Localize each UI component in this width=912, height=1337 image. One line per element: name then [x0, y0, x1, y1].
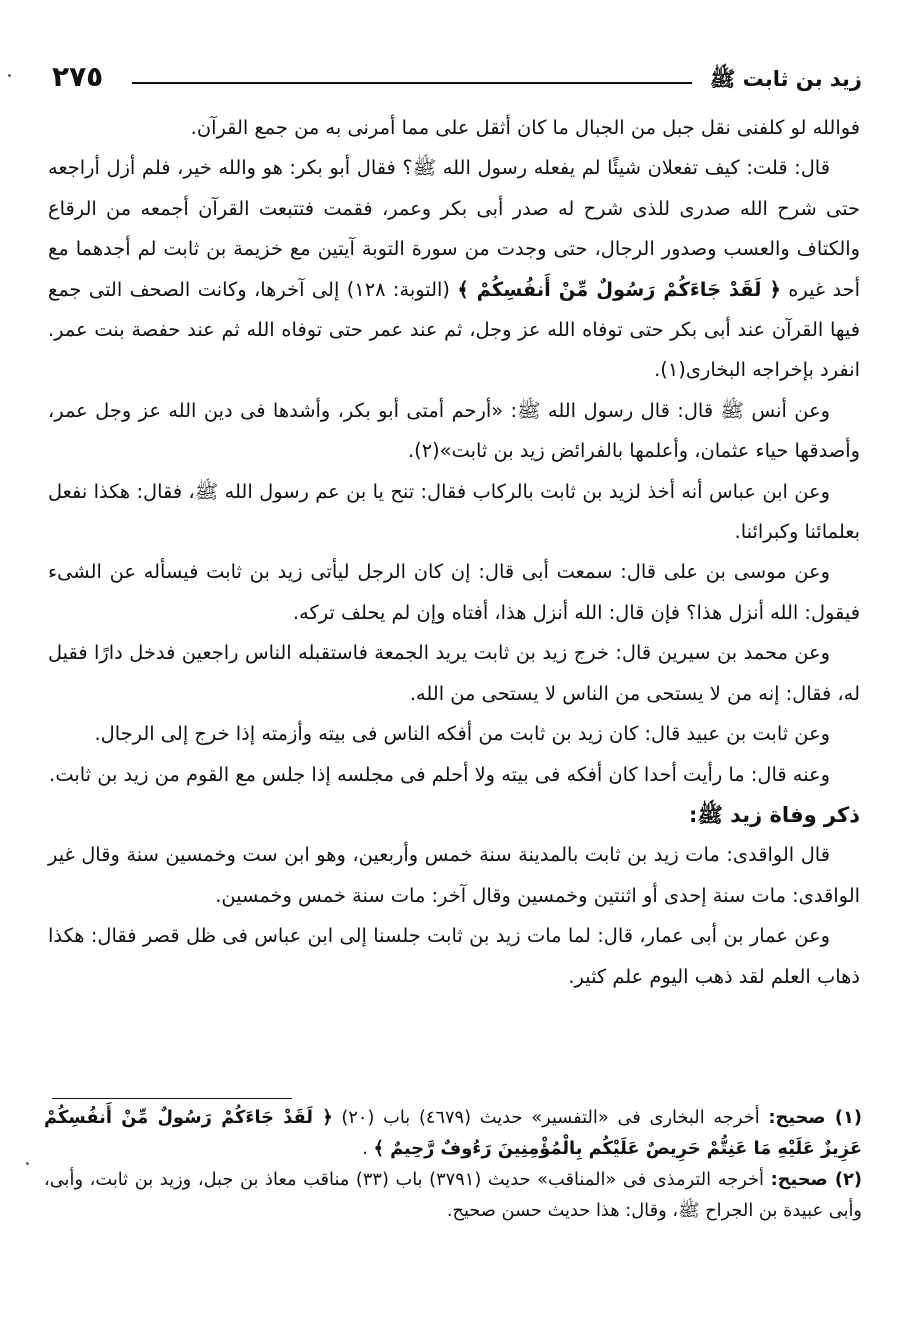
paragraph: وعن محمد بن سيرين قال: خرج زيد بن ثابت يريد الجمعة فاستقبله الناس راجعين فدخل دارًا فقيل له، فقال: إنه من لا يستحى من الناس لا يستحى من الله.	[48, 641, 860, 705]
footnote: (٢) صحيح: أخرجه الترمذى فى «المناقب» حديث (٣٧٩١) باب (٣٣) مناقب معاذ بن جبل، وزيد بن ثابت، وأبى، وأبى عبيدة بن الجراح ﷺ، وقال: هذا حديث حسن صحيح.	[44, 1169, 862, 1221]
quran-verse: ﴿ لَقَدْ جَاءَكُمْ رَسُولٌ مِّنْ أَنفُسِكُمْ عَزِيزٌ عَلَيْهِ مَا عَنِتُّمْ حَرِيصٌ عَلَيْكُم بِالْمُؤْمِنِينَ رَءُوفٌ رَّحِيمٌ ﴾	[44, 1107, 862, 1159]
scan-speck	[8, 74, 11, 77]
footnote-separator	[52, 1098, 292, 1099]
page-number: ٢٧٥	[52, 60, 104, 93]
footnote-label: (٢) صحيح:	[770, 1169, 862, 1190]
scan-speck	[26, 1162, 29, 1165]
paragraph: وعن أنس ﷺ قال: قال رسول الله ﷺ: «أرحم أمتى أبو بكر، وأشدها فى دين الله عز وجل عمر، وأصدقها حياء عثمان، وأعلمها بالفرائض زيد بن ثابت»(٢).	[48, 398, 860, 463]
paragraph: وعن عمار بن أبى عمار، قال: لما مات زيد بن ثابت جلسنا إلى ابن عباس فى ظل قصر فقال: هكذا ذهاب العلم لقد ذهب اليوم علم كثير.	[48, 924, 860, 988]
header-rule	[132, 82, 692, 84]
footnotes	[44, 1102, 862, 1226]
footnote: (١) صحيح: أخرجه البخارى فى «التفسير» حديث (٤٦٧٩) باب (٢٠) ﴿ لَقَدْ جَاءَكُمْ رَسُولٌ مِّنْ أَنفُسِكُمْ عَزِيزٌ عَلَيْهِ مَا عَنِتُّمْ حَرِيصٌ عَلَيْكُم بِالْمُؤْمِنِينَ رَءُوفٌ رَّحِيمٌ ﴾ .	[44, 1107, 862, 1159]
main-text	[48, 108, 860, 997]
paragraph: قال الواقدى: مات زيد بن ثابت بالمدينة سنة خمس وأربعين، وهو ابن ست وخمسين سنة وقال غير الواقدى: مات سنة إحدى أو اثنتين وخمسين وقال آخر: مات سنة خمس وخمسين.	[48, 843, 860, 907]
paragraph: فوالله لو كلفنى نقل جبل من الجبال ما كان أثقل على مما أمرنى به من جمع القرآن.	[190, 116, 860, 139]
running-title: زيد بن ثابت ﷺ	[709, 67, 862, 91]
paragraph: وعن موسى بن على قال: سمعت أبى قال: إن كان الرجل ليأتى زيد بن ثابت فيسأله عن الشىء فيقول: الله أنزل هذا؟ فإن قال: الله أنزل هذا، أفتاه وإن لم يحلف تركه.	[48, 560, 860, 624]
page-header	[52, 60, 862, 96]
footnote-label: (١) صحيح:	[768, 1107, 862, 1128]
paragraph: وعن ابن عباس أنه أخذ لزيد بن ثابت بالركاب فقال: تنح يا بن عم رسول الله ﷺ، فقال: هكذا نفعل بعلمائنا وكبرائنا.	[48, 479, 860, 544]
paragraph: وعن ثابت بن عبيد قال: كان زيد بن ثابت من أفكه الناس فى بيته وأزمته إذا خرج إلى الرجال.	[94, 722, 830, 746]
paragraph: قال: قلت: كيف تفعلان شيئًا لم يفعله رسول الله ﷺ؟ فقال أبو بكر: هو والله خير، فلم أزل أراجعه حتى شرح الله صدرى للذى شرح له صدر أبى بكر وعمر، فقمت فتتبعت القرآن أجمعه من الرقاع والكتاف والعسب وصدور الرجال، حتى وجدت من سورة التوبة آيتين مع خزيمة بن ثابت لم أجدهما مع أحد غيره ﴿ لَقَدْ جَاءَكُمْ رَسُولٌ مِّنْ أَنفُسِكُمْ ﴾ (التوبة: ١٢٨) إلى آخرها، وكانت الصحف التى جمع فيها القرآن عند أبى بكر حتى توفاه الله عز وجل، ثم عند عمر حتى توفاه الله ثم عند حفصة بنت عمر. انفرد بإخراجه البخارى(١).	[48, 156, 860, 382]
paragraph: وعنه قال: ما رأيت أحدا كان أفكه فى بيته ولا أحلم فى مجلسه إذا جلس مع القوم من زيد بن ثابت.	[49, 762, 830, 786]
section-title: ذكر وفاة زيد ﷺ:	[689, 802, 860, 827]
quran-verse: ﴿ لَقَدْ جَاءَكُمْ رَسُولٌ مِّنْ أَنفُسِكُمْ ﴾	[457, 277, 781, 301]
